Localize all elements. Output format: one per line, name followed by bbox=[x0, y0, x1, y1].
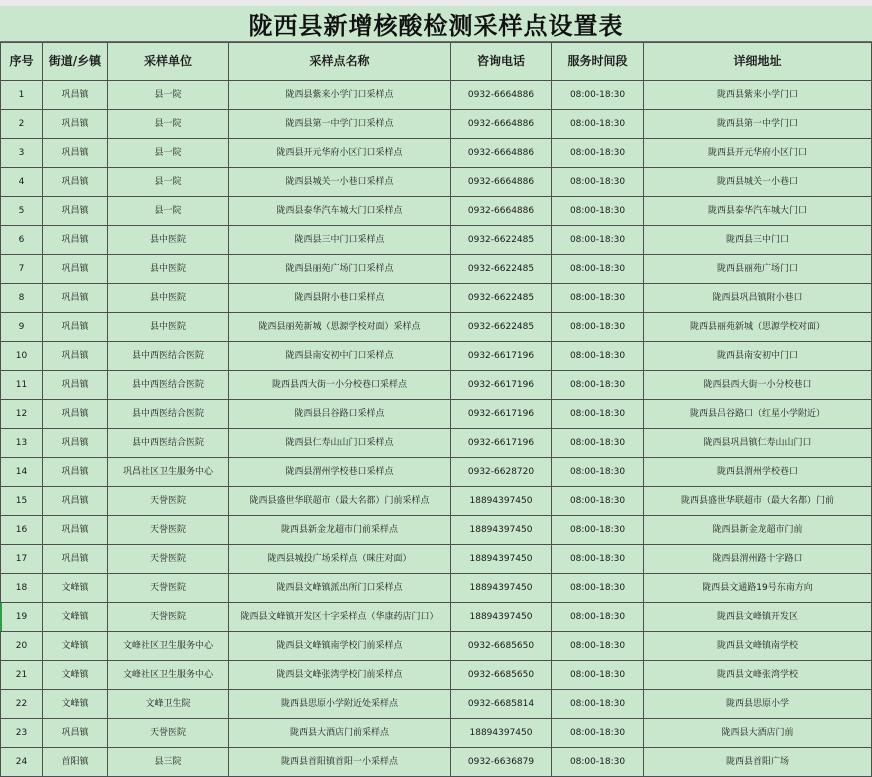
cell-street[interactable]: 巩昌镇 bbox=[43, 516, 108, 545]
cell-seq[interactable]: 20 bbox=[1, 632, 43, 661]
cell-phone[interactable]: 0932-6622485 bbox=[451, 313, 552, 342]
cell-seq[interactable]: 16 bbox=[1, 516, 43, 545]
cell-site-name[interactable]: 陇西县丽苑新城（思源学校对面）采样点 bbox=[229, 313, 451, 342]
header-cell-seq[interactable]: 序号 bbox=[1, 43, 43, 81]
cell-street[interactable]: 文峰镇 bbox=[43, 632, 108, 661]
cell-unit[interactable]: 县一院 bbox=[108, 168, 229, 197]
cell-address[interactable]: 陇西县丽苑新城（思源学校对面） bbox=[644, 313, 872, 342]
cell-street[interactable]: 文峰镇 bbox=[43, 661, 108, 690]
header-cell-site-name[interactable]: 采样点名称 bbox=[229, 43, 451, 81]
cell-street[interactable]: 首阳镇 bbox=[43, 748, 108, 777]
cell-unit[interactable]: 天誉医院 bbox=[108, 487, 229, 516]
cell-unit[interactable]: 文峰社区卫生服务中心 bbox=[108, 632, 229, 661]
cell-site-name[interactable]: 陇西县仁寿山山门口采样点 bbox=[229, 429, 451, 458]
cell-phone[interactable]: 0932-6664886 bbox=[451, 110, 552, 139]
cell-address[interactable]: 陇西县吕谷路口（红星小学附近） bbox=[644, 400, 872, 429]
cell-unit[interactable]: 县一院 bbox=[108, 81, 229, 110]
table-row bbox=[1, 690, 872, 719]
cell-site-name[interactable]: 陇西县附小巷口采样点 bbox=[229, 284, 451, 313]
table-row bbox=[1, 603, 872, 632]
cell-hours[interactable]: 08:00-18:30 bbox=[552, 429, 644, 458]
cell-phone[interactable]: 0932-6622485 bbox=[451, 226, 552, 255]
cell-street[interactable]: 巩昌镇 bbox=[43, 81, 108, 110]
cell-street[interactable]: 巩昌镇 bbox=[43, 545, 108, 574]
cell-hours[interactable]: 08:00-18:30 bbox=[552, 574, 644, 603]
cell-seq[interactable]: 9 bbox=[1, 313, 43, 342]
cell-hours[interactable]: 08:00-18:30 bbox=[552, 342, 644, 371]
cell-site-name[interactable]: 陇西县开元华府小区门口采样点 bbox=[229, 139, 451, 168]
cell-address[interactable]: 陇西县文通路19号东南方向 bbox=[644, 574, 872, 603]
header-cell-street[interactable]: 街道/乡镇 bbox=[43, 43, 108, 81]
cell-hours[interactable]: 08:00-18:30 bbox=[552, 516, 644, 545]
cell-phone[interactable]: 0932-6685814 bbox=[451, 690, 552, 719]
cell-phone[interactable]: 0932-6664886 bbox=[451, 81, 552, 110]
cell-street[interactable]: 巩昌镇 bbox=[43, 719, 108, 748]
cell-address[interactable]: 陇西县南安初中门口 bbox=[644, 342, 872, 371]
header-cell-address[interactable]: 详细地址 bbox=[644, 43, 872, 81]
cell-seq[interactable]: 24 bbox=[1, 748, 43, 777]
cell-unit[interactable]: 文峰卫生院 bbox=[108, 690, 229, 719]
table-row bbox=[1, 516, 872, 545]
cell-hours[interactable]: 08:00-18:30 bbox=[552, 487, 644, 516]
cell-site-name[interactable]: 陇西县三中门口采样点 bbox=[229, 226, 451, 255]
cell-hours[interactable]: 08:00-18:30 bbox=[552, 690, 644, 719]
cell-seq[interactable]: 10 bbox=[1, 342, 43, 371]
cell-street[interactable]: 巩昌镇 bbox=[43, 255, 108, 284]
sampling-points-table bbox=[0, 42, 872, 777]
cell-site-name[interactable]: 陇西县新金龙超市门前采样点 bbox=[229, 516, 451, 545]
cell-seq[interactable]: 11 bbox=[1, 371, 43, 400]
cell-seq[interactable]: 2 bbox=[1, 110, 43, 139]
cell-site-name[interactable]: 陇西县第一中学门口采样点 bbox=[229, 110, 451, 139]
cell-address[interactable]: 陇西县文峰镇南学校 bbox=[644, 632, 872, 661]
cell-address[interactable]: 陇西县文峰张湾学校 bbox=[644, 661, 872, 690]
cell-unit[interactable]: 巩昌社区卫生服务中心 bbox=[108, 458, 229, 487]
cell-seq[interactable]: 14 bbox=[1, 458, 43, 487]
cell-seq[interactable]: 17 bbox=[1, 545, 43, 574]
cell-site-name[interactable]: 陇西县紫来小学门口采样点 bbox=[229, 81, 451, 110]
sheet-title-cell[interactable] bbox=[0, 6, 872, 42]
table-row bbox=[1, 632, 872, 661]
cell-address[interactable]: 陇西县城关一小巷口 bbox=[644, 168, 872, 197]
cell-unit[interactable]: 县三院 bbox=[108, 748, 229, 777]
header-cell-unit[interactable]: 采样单位 bbox=[108, 43, 229, 81]
cell-hours[interactable]: 08:00-18:30 bbox=[552, 139, 644, 168]
cell-phone[interactable]: 0932-6617196 bbox=[451, 342, 552, 371]
table-row bbox=[1, 284, 872, 313]
cell-phone[interactable]: 0932-6617196 bbox=[451, 400, 552, 429]
table-row bbox=[1, 197, 872, 226]
cell-address[interactable]: 陇西县渭州学校巷口 bbox=[644, 458, 872, 487]
cell-address[interactable]: 陇西县巩昌镇附小巷口 bbox=[644, 284, 872, 313]
table-row bbox=[1, 342, 872, 371]
cell-street[interactable]: 巩昌镇 bbox=[43, 371, 108, 400]
cell-seq[interactable]: 3 bbox=[1, 139, 43, 168]
cell-street[interactable]: 巩昌镇 bbox=[43, 139, 108, 168]
cell-street[interactable]: 巩昌镇 bbox=[43, 284, 108, 313]
cell-street[interactable]: 巩昌镇 bbox=[43, 226, 108, 255]
cell-phone[interactable]: 0932-6628720 bbox=[451, 458, 552, 487]
table-row bbox=[1, 255, 872, 284]
cell-seq[interactable]: 22 bbox=[1, 690, 43, 719]
cell-hours[interactable]: 08:00-18:30 bbox=[552, 748, 644, 777]
table-row bbox=[1, 110, 872, 139]
cell-seq[interactable]: 7 bbox=[1, 255, 43, 284]
cell-address[interactable]: 陇西县渭州路十字路口 bbox=[644, 545, 872, 574]
table-row bbox=[1, 748, 872, 777]
cell-hours[interactable]: 08:00-18:30 bbox=[552, 458, 644, 487]
cell-unit[interactable]: 县中医院 bbox=[108, 226, 229, 255]
cell-address[interactable]: 陇西县大酒店门前 bbox=[644, 719, 872, 748]
cell-phone[interactable]: 0932-6685650 bbox=[451, 632, 552, 661]
cell-site-name[interactable]: 陇西县吕谷路口采样点 bbox=[229, 400, 451, 429]
cell-unit[interactable]: 县一院 bbox=[108, 110, 229, 139]
cell-address[interactable]: 陇西县首阳广场 bbox=[644, 748, 872, 777]
cell-hours[interactable]: 08:00-18:30 bbox=[552, 197, 644, 226]
cell-seq[interactable]: 4 bbox=[1, 168, 43, 197]
table-row bbox=[1, 487, 872, 516]
cell-hours[interactable]: 08:00-18:30 bbox=[552, 81, 644, 110]
cell-phone[interactable]: 18894397450 bbox=[451, 545, 552, 574]
table-row bbox=[1, 400, 872, 429]
cell-hours[interactable]: 08:00-18:30 bbox=[552, 284, 644, 313]
cell-seq[interactable]: 1 bbox=[1, 81, 43, 110]
cell-street[interactable]: 巩昌镇 bbox=[43, 313, 108, 342]
cell-site-name[interactable]: 陇西县泰华汽车城大门口采样点 bbox=[229, 197, 451, 226]
table-row bbox=[1, 371, 872, 400]
table-row bbox=[1, 139, 872, 168]
cell-hours[interactable]: 08:00-18:30 bbox=[552, 255, 644, 284]
cell-unit[interactable]: 县中医院 bbox=[108, 284, 229, 313]
cell-unit[interactable]: 文峰社区卫生服务中心 bbox=[108, 661, 229, 690]
table-row bbox=[1, 661, 872, 690]
table-row bbox=[1, 429, 872, 458]
cell-hours[interactable]: 08:00-18:30 bbox=[552, 313, 644, 342]
table-row bbox=[1, 313, 872, 342]
cell-address[interactable]: 陇西县紫来小学门口 bbox=[644, 81, 872, 110]
cell-street[interactable]: 文峰镇 bbox=[43, 690, 108, 719]
cell-hours[interactable]: 08:00-18:30 bbox=[552, 545, 644, 574]
cell-street[interactable]: 巩昌镇 bbox=[43, 110, 108, 139]
cell-address[interactable]: 陇西县新金龙超市门前 bbox=[644, 516, 872, 545]
cell-phone[interactable]: 0932-6622485 bbox=[451, 255, 552, 284]
cell-phone[interactable]: 0932-6685650 bbox=[451, 661, 552, 690]
cell-site-name[interactable]: 陇西县思原小学附近处采样点 bbox=[229, 690, 451, 719]
cell-seq[interactable]: 5 bbox=[1, 197, 43, 226]
cell-seq[interactable]: 8 bbox=[1, 284, 43, 313]
cell-street[interactable]: 巩昌镇 bbox=[43, 400, 108, 429]
cell-phone[interactable]: 0932-6617196 bbox=[451, 429, 552, 458]
cell-site-name[interactable]: 陇西县文峰镇南学校门前采样点 bbox=[229, 632, 451, 661]
cell-site-name[interactable]: 陇西县丽苑广场门口采样点 bbox=[229, 255, 451, 284]
cell-street[interactable]: 巩昌镇 bbox=[43, 197, 108, 226]
cell-street[interactable]: 巩昌镇 bbox=[43, 429, 108, 458]
cell-seq[interactable]: 23 bbox=[1, 719, 43, 748]
cell-seq[interactable]: 21 bbox=[1, 661, 43, 690]
cell-unit[interactable]: 天誉医院 bbox=[108, 719, 229, 748]
cell-site-name[interactable]: 陇西县文峰镇开发区十字采样点（华康药店门口） bbox=[229, 603, 451, 632]
cell-phone[interactable]: 0932-6664886 bbox=[451, 197, 552, 226]
table-row bbox=[1, 458, 872, 487]
cell-unit[interactable]: 天誉医院 bbox=[108, 603, 229, 632]
cell-site-name[interactable]: 陇西县文峰镇派出所门口采样点 bbox=[229, 574, 451, 603]
cell-unit[interactable]: 县一院 bbox=[108, 197, 229, 226]
cell-site-name[interactable]: 陇西县大酒店门前采样点 bbox=[229, 719, 451, 748]
cell-site-name[interactable]: 陇西县西大街一小分校巷口采样点 bbox=[229, 371, 451, 400]
cell-hours[interactable]: 08:00-18:30 bbox=[552, 632, 644, 661]
cell-hours[interactable]: 08:00-18:30 bbox=[552, 719, 644, 748]
cell-unit[interactable]: 县中西医结合医院 bbox=[108, 342, 229, 371]
cell-unit[interactable]: 县中西医结合医院 bbox=[108, 429, 229, 458]
cell-address[interactable]: 陇西县开元华府小区门口 bbox=[644, 139, 872, 168]
table-row bbox=[1, 719, 872, 748]
cell-address[interactable]: 陇西县第一中学门口 bbox=[644, 110, 872, 139]
cell-unit[interactable]: 县中医院 bbox=[108, 313, 229, 342]
cell-seq[interactable]: 6 bbox=[1, 226, 43, 255]
cell-unit[interactable]: 天誉医院 bbox=[108, 545, 229, 574]
cell-street[interactable]: 巩昌镇 bbox=[43, 342, 108, 371]
table-row bbox=[1, 226, 872, 255]
cell-hours[interactable]: 08:00-18:30 bbox=[552, 168, 644, 197]
cell-street[interactable]: 巩昌镇 bbox=[43, 458, 108, 487]
cell-street[interactable]: 文峰镇 bbox=[43, 574, 108, 603]
cell-site-name[interactable]: 陇西县首阳镇首阳一小采样点 bbox=[229, 748, 451, 777]
cell-phone[interactable]: 0932-6636879 bbox=[451, 748, 552, 777]
cell-address[interactable]: 陇西县思原小学 bbox=[644, 690, 872, 719]
cell-phone[interactable]: 0932-6664886 bbox=[451, 168, 552, 197]
cell-street[interactable]: 巩昌镇 bbox=[43, 487, 108, 516]
cell-seq[interactable]: 18 bbox=[1, 574, 43, 603]
cell-phone[interactable]: 18894397450 bbox=[451, 487, 552, 516]
cell-street[interactable]: 巩昌镇 bbox=[43, 168, 108, 197]
cell-phone[interactable]: 0932-6622485 bbox=[451, 284, 552, 313]
cell-hours[interactable]: 08:00-18:30 bbox=[552, 603, 644, 632]
cell-site-name[interactable]: 陇西县渭州学校巷口采样点 bbox=[229, 458, 451, 487]
cell-hours[interactable]: 08:00-18:30 bbox=[552, 371, 644, 400]
cell-address[interactable]: 陇西县三中门口 bbox=[644, 226, 872, 255]
cell-phone[interactable]: 18894397450 bbox=[451, 516, 552, 545]
cell-seq[interactable]: 12 bbox=[1, 400, 43, 429]
table-row bbox=[1, 545, 872, 574]
cell-phone[interactable]: 18894397450 bbox=[451, 574, 552, 603]
cell-site-name[interactable]: 陇西县文峰张湾学校门前采样点 bbox=[229, 661, 451, 690]
header-row bbox=[1, 43, 872, 81]
cell-unit[interactable]: 县中西医结合医院 bbox=[108, 400, 229, 429]
header-cell-phone[interactable]: 咨询电话 bbox=[451, 43, 552, 81]
cell-site-name[interactable]: 陇西县盛世华联超市（最大名都）门前采样点 bbox=[229, 487, 451, 516]
cell-unit[interactable]: 天誉医院 bbox=[108, 574, 229, 603]
cell-phone[interactable]: 18894397450 bbox=[451, 603, 552, 632]
cell-address[interactable]: 陇西县盛世华联超市（最大名都）门前 bbox=[644, 487, 872, 516]
cell-unit[interactable]: 县中西医结合医院 bbox=[108, 371, 229, 400]
cell-unit[interactable]: 县一院 bbox=[108, 139, 229, 168]
cell-hours[interactable]: 08:00-18:30 bbox=[552, 661, 644, 690]
cell-street[interactable]: 文峰镇 bbox=[43, 603, 108, 632]
cell-site-name[interactable]: 陇西县城关一小巷口采样点 bbox=[229, 168, 451, 197]
cell-site-name[interactable]: 陇西县城投广场采样点（咪庄对面） bbox=[229, 545, 451, 574]
cell-hours[interactable]: 08:00-18:30 bbox=[552, 110, 644, 139]
cell-address[interactable]: 陇西县文峰镇开发区 bbox=[644, 603, 872, 632]
cell-seq[interactable]: 19 bbox=[1, 603, 43, 632]
cell-address[interactable]: 陇西县巩昌镇仁寿山山门口 bbox=[644, 429, 872, 458]
cell-seq[interactable]: 15 bbox=[1, 487, 43, 516]
cell-unit[interactable]: 县中医院 bbox=[108, 255, 229, 284]
cell-hours[interactable]: 08:00-18:30 bbox=[552, 400, 644, 429]
table-row bbox=[1, 574, 872, 603]
page-title: 陇西县新增核酸检测采样点设置表 bbox=[248, 11, 624, 40]
cell-phone[interactable]: 18894397450 bbox=[451, 719, 552, 748]
cell-seq[interactable]: 13 bbox=[1, 429, 43, 458]
cell-address[interactable]: 陇西县西大街一小分校巷口 bbox=[644, 371, 872, 400]
cell-phone[interactable]: 0932-6617196 bbox=[451, 371, 552, 400]
cell-site-name[interactable]: 陇西县南安初中门口采样点 bbox=[229, 342, 451, 371]
selected-row-marker bbox=[0, 603, 2, 631]
table-row bbox=[1, 81, 872, 110]
cell-hours[interactable]: 08:00-18:30 bbox=[552, 226, 644, 255]
cell-unit[interactable]: 天誉医院 bbox=[108, 516, 229, 545]
cell-address[interactable]: 陇西县丽苑广场门口 bbox=[644, 255, 872, 284]
cell-address[interactable]: 陇西县泰华汽车城大门口 bbox=[644, 197, 872, 226]
table-row bbox=[1, 168, 872, 197]
header-cell-hours[interactable]: 服务时间段 bbox=[552, 43, 644, 81]
cell-phone[interactable]: 0932-6664886 bbox=[451, 139, 552, 168]
